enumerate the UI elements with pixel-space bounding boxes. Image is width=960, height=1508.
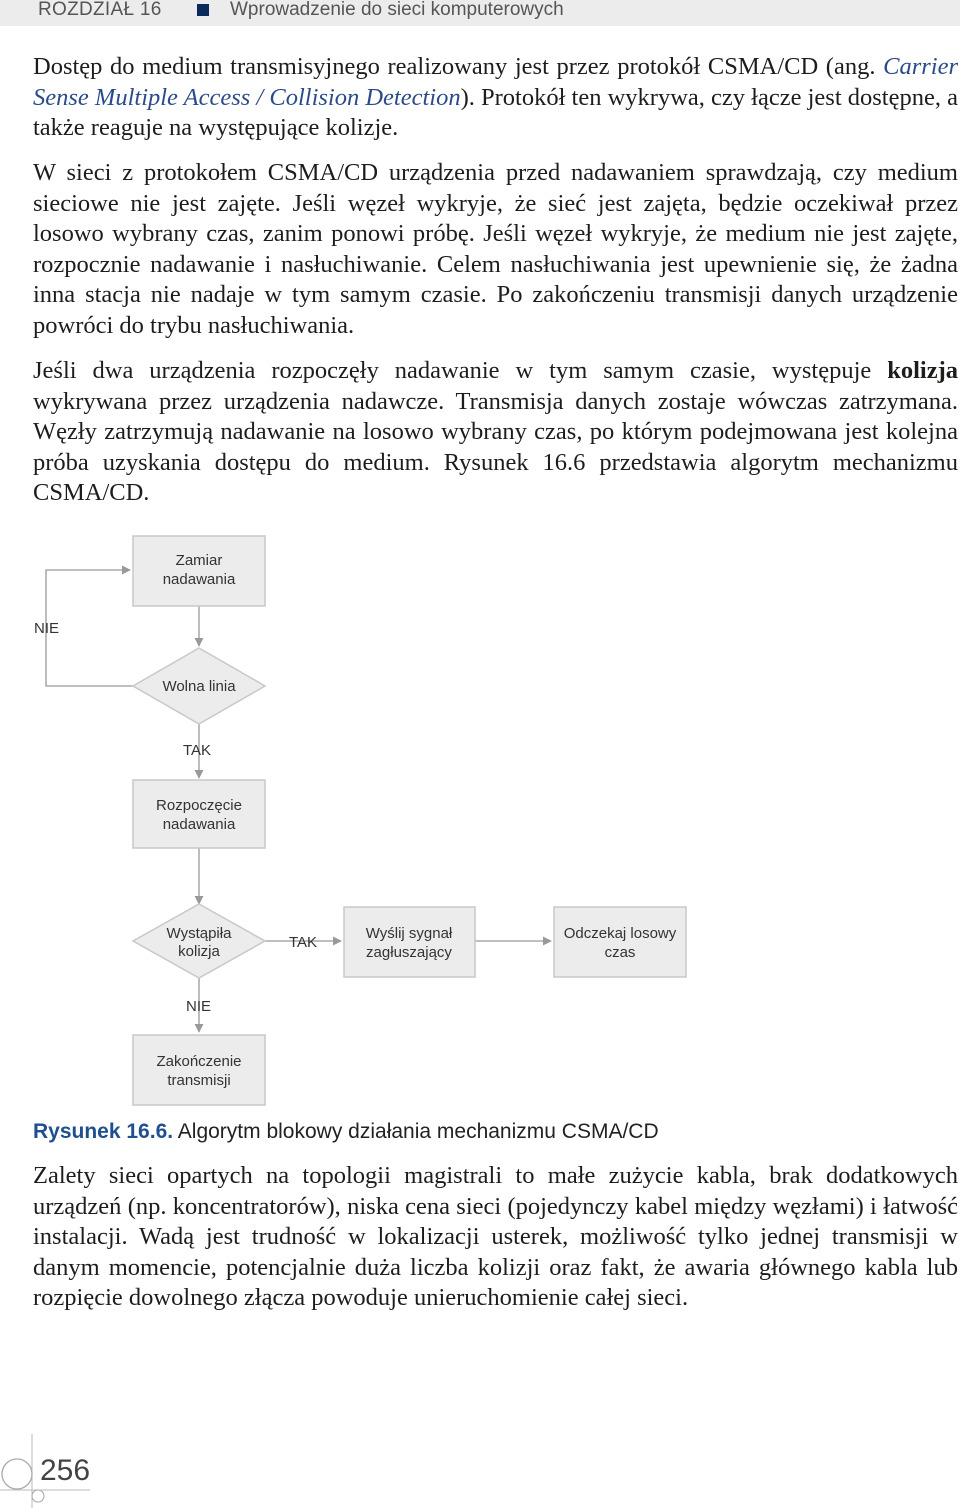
box-intent-line1: Zamiar [175,552,223,569]
box-end-transmission [133,1035,265,1105]
box-jam-line2: zagłuszający [366,944,452,961]
figure-caption-label: Rysunek 16.6. [33,1120,174,1143]
page-number: 256 [40,1454,91,1487]
paragraph-1 [33,52,958,144]
figure-caption [33,1120,659,1144]
figure-caption-text: Algorytm blokowy działania mechanizmu CSMA/CD [177,1120,659,1143]
paragraph-3-text-a: Jeśli dwa urządzenia rozpoczęły nadawanie w tym samym czasie, występuje [33,357,888,384]
edge-label-tak-right: TAK [289,934,318,951]
edge-label-nie-down: NIE [186,998,212,1015]
paragraph-4: Zalety sieci opartych na topologii magistrali to małe zużycie kabla, brak dodatkowych urządzeń (np. koncentratorów), niska cena sieci (pojedynczy kabel między węzłami) i łatwość instalacji. Wadą jest trudność w lokalizacji usterek, możliwość tylko jednej transmisji w danym momencie, potencjalnie duża liczba kolizji oraz fakt, że awaria głównego kabla lub rozpięcie dowolnego złącza powoduje unieruchomienie całej sieci. [33,1162,958,1311]
box-intent [133,536,265,606]
decision-line-free [133,648,265,724]
paragraph-1-text-b: ). Protokół ten wykrywa, czy łącze jest dostępne, a także reaguje na występujące kolizje. [33,83,959,141]
box-wait-line1: Odczekaj losowy [563,925,677,942]
paragraph-3 [33,356,958,509]
box-end-line1: Zakończenie [156,1053,242,1070]
box-start-line2: nadawania [162,816,236,833]
paragraph-2: W sieci z protokołem CSMA/CD urządzenia przed nadawaniem sprawdzają, czy medium sieciowe nie jest zajęte. Jeśli węzeł wykryje, że sieć jest zajęta, będzie oczekiwał przez losowo wybrany czas, zanim ponowi próbę. Jeśli węzeł wykryje, że medium nie jest zajęte, rozpocznie nadawanie i nasłuchiwanie. Celem nasłuchiwania jest upewnienie się, że żadna inna stacja nie nadaje w tym samym czasie. Po zakończeniu transmisji danych urządzenie powróci do trybu nasłuchiwania. [33,159,958,339]
paragraph-1-text-a: Dostęp do medium transmisyjnego realizowany jest przez protokół CSMA/CD (ang. [33,53,884,80]
square-bullet-icon [197,4,209,16]
chapter-label: ROZDZIAŁ 16 [38,0,162,20]
decision-collision-line2: kolizja [178,943,220,960]
box-jam-line1: Wyślij sygnał [365,925,453,942]
paragraph-3-text-b: wykrywana przez urządzenia nadawcze. Transmisja danych zostaje wówczas zatrzymana. Węzły zatrzymują nadawanie na losowo wybrany czas, po którym podejmowana jest kolejna próba uzyskania dostępu do medium. Rysunek 16.6 przedstawia algorytm mechanizmu CSMA/CD. [33,387,958,506]
box-end-line2: transmisji [167,1072,231,1089]
box-start-line1: Rozpoczęcie [156,797,242,814]
decision-collision-line1: Wystąpiła [166,925,232,942]
decision-collision [133,904,265,978]
edge-label-tak-down: TAK [183,742,212,759]
chapter-title: Wprowadzenie do sieci komputerowych [230,0,564,20]
box-intent-line2: nadawania [162,571,236,588]
paragraph-3-keyword: kolizja [887,357,958,384]
edge-label-nie-loop: NIE [34,620,60,637]
box-start-transmission [133,780,265,848]
arrow-loop-nie [46,570,134,686]
paragraph-1-term: Carrier Sense Multiple Access / Collision Detection [33,53,958,111]
page-header [0,0,960,26]
box-jam-signal [344,907,475,977]
csma-cd-flowchart [0,520,960,1120]
box-wait-random [554,907,686,977]
box-wait-line2: czas [604,944,636,961]
decision-line-free-label: Wolna linia [162,678,236,695]
